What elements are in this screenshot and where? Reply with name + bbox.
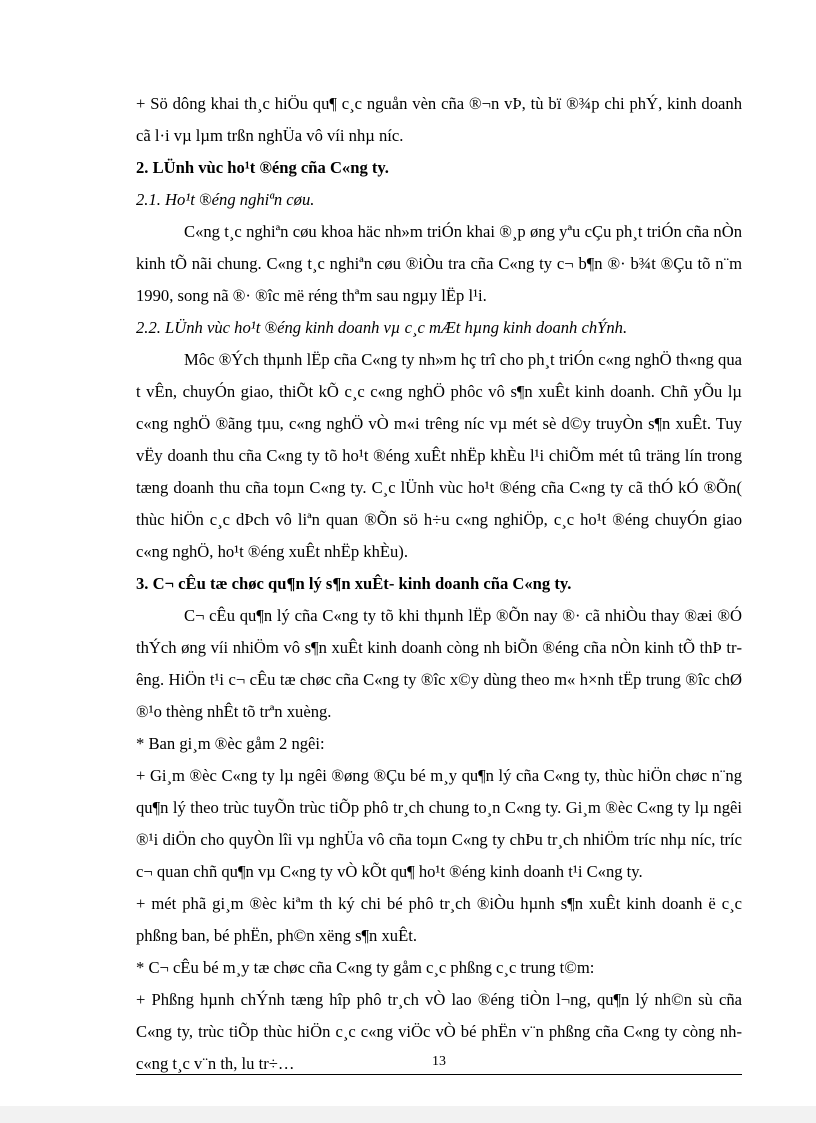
paragraph-research: C«ng t¸c nghiªn cøu khoa häc nh»m triÓn khai ®¸p øng yªu cÇu ph¸t triÓn cña nÒn kinh tÕ nãi chung. C«ng t¸c nghiªn cøu ®iÒu tra cña C«ng ty c¬ b¶n ®· b¾t ®Çu tõ n¨m 1990, song nã ®· ®îc më réng thªm sau ngµy lËp l¹i. — [136, 222, 742, 305]
page-body — [136, 88, 742, 1080]
page-number: 13 — [432, 1054, 446, 1069]
footer-divider — [136, 1074, 742, 1075]
paragraph-business-purpose: Môc ®Ých thµnh lËp cña C«ng ty nh»m hç trî cho ph¸t triÓn c«ng nghÖ th«ng qua t vÊn, chuyÓn giao, thiÕt kÕ c¸c c«ng nghÖ phôc vô s¶n xuÊt kinh doanh. Chñ yÕu lµ c«ng nghÖ ®ãng tµu, c«ng nghÖ vÒ m«i trêng níc vµ mét sè d©y truyÒn s¶n xuÊt. Tuy vËy doanh thu cña C«ng ty tõ ho¹t ®éng xuÊt nhËp khÈu l¹i chiÕm mét tû träng lín trong tæng doanh thu cña toµn C«ng ty. C¸c lÜnh vùc ho¹t ®éng cña C«ng ty cã thÓ kÓ ®Õn( thùc hiÖn c¸c dÞch vô liªn quan ®Õn sö h÷u c«ng nghiÖp, c¸c ho¹t ®éng chuyÓn giao c«ng nghÖ, ho¹t ®éng xuÊt nhËp khÈu). — [136, 350, 742, 561]
paragraph-board-of-directors: * Ban gi¸m ®èc gåm 2 ngêi: — [136, 734, 325, 753]
paragraph-management-structure: C¬ cÊu qu¶n lý cña C«ng ty tõ khi thµnh lËp ®Õn nay ®· cã nhiÒu thay ®æi ®Ó thÝch øng víi nhiÖm vô s¶n xuÊt kinh doanh còng nh biÕn ®éng cña nÒn kinh tÕ thÞ trêng. HiÖn t¹i c¬ cÊu tæ chøc cña C«ng ty ®îc x©y dùng theo m« h×nh tËp trung ®îc chØ ®¹o thèng nhÊt tõ trªn xuèng. — [136, 606, 742, 721]
paragraph-director: + Gi¸m ®èc C«ng ty lµ ngêi ®øng ®Çu bé m¸y qu¶n lý cña C«ng ty, thùc hiÖn chøc n¨ng qu¶n lý theo trùc tuyÕn trùc tiÕp phô tr¸ch chung to¸n C«ng ty. Gi¸m ®èc C«ng ty lµ ngêi ®¹i diÖn cho quyÒn lîi vµ nghÜa vô cña toµn C«ng ty chÞu tr¸ch nhiÖm tríc nhµ níc, tríc c¬ quan chñ qu¶n vµ C«ng ty vÒ kÕt qu¶ ho¹t ®éng kinh doanh t¹i C«ng ty. — [136, 766, 742, 881]
paragraph-bullet-capital-use: + Sö dông khai th¸c hiÖu qu¶ c¸c nguån vèn cña ®¬n vÞ, tù bï ®¾p chi phÝ, kinh doanh cã l·i vµ lµm trßn nghÜa vô víi nhµ níc. — [136, 94, 742, 145]
section-heading-2: 2. LÜnh vùc ho¹t ®éng cña C«ng ty. — [136, 158, 389, 177]
section-heading-3: 3. C¬ cÊu tæ chøc qu¶n lý s¶n xuÊt- kinh doanh cña C«ng ty. — [136, 574, 572, 593]
subsection-heading-2-1: 2.1. Ho¹t ®éng nghiªn cøu. — [136, 190, 315, 209]
paragraph-admin-department: + Phßng hµnh chÝnh tæng hîp phô tr¸ch vÒ lao ®éng tiÒn l¬ng, qu¶n lý nh©n sù cña C«ng ty, trùc tiÕp thùc hiÖn c¸c c«ng viÖc vÒ bé phËn v¨n phßng cña C«ng ty còng nh c«ng t¸c v¨n th, lu tr÷… — [136, 990, 742, 1073]
page-bottom-band — [0, 1106, 816, 1123]
paragraph-organization-units: * C¬ cÊu bé m¸y tæ chøc cña C«ng ty gåm c¸c phßng c¸c trung t©m: — [136, 958, 595, 977]
paragraph-deputy-director: + mét phã gi¸m ®èc kiªm th ký chi bé phô tr¸ch ®iÒu hµnh s¶n xuÊt kinh doanh ë c¸c phßng ban, bé phËn, ph©n xëng s¶n xuÊt. — [136, 894, 742, 945]
subsection-heading-2-2: 2.2. LÜnh vùc ho¹t ®éng kinh doanh vµ c¸c mÆt hµng kinh doanh chÝnh. — [136, 318, 628, 337]
